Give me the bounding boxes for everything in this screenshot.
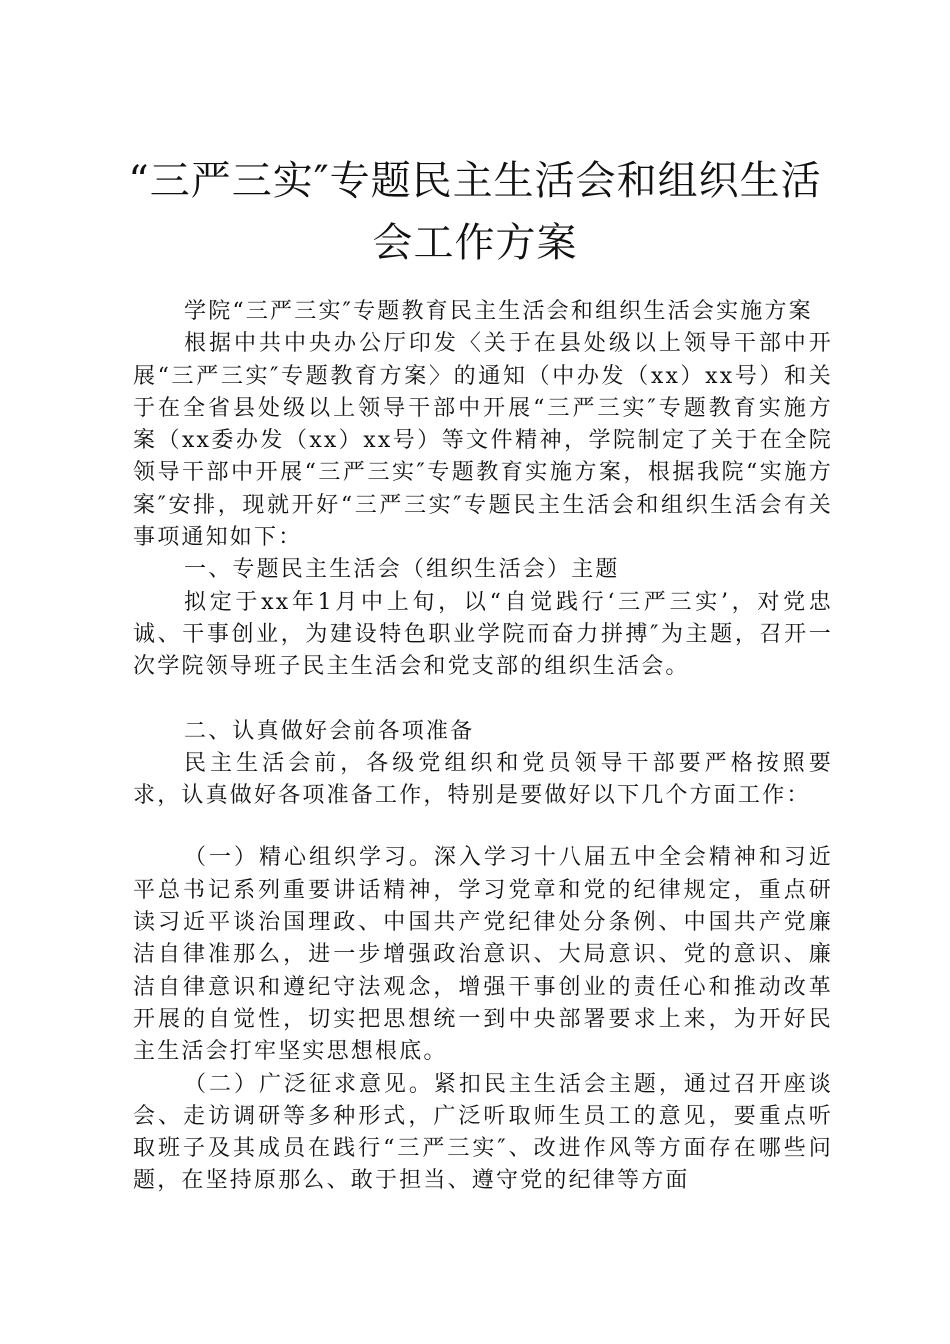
section-heading-1: 一、专题民主生活会（组织生活会）主题 [184,557,620,583]
document-title: “三严三实″专题民主生活会和组织生活会工作方案 [128,158,822,266]
paragraph-opinions: （二）广泛征求意见。紧扣民主生活会主题，通过召开座谈会、走访调研等多种形式，广泛听取师生员工的意见，要重点听取班子及其成员在践行“三严三实″、改进作风等方面存在哪些问题，在坚持原那么、敢于担当、遵守党的纪律等方面 [133,1071,833,1194]
paragraph-subtitle: 学院“三严三实″专题教育民主生活会和组织生活会实施方案 [184,299,813,324]
paragraph-preparation: 民主生活会前，各级党组织和党员领导干部要严格按照要求，认真做好各项准备工作，特别是要做好以下几个方面工作： [133,750,833,809]
paragraph-intro: 根据中共中央办公厅印发〈关于在县处级以上领导干部中开展“三严三实″专题教育方案〉的通知（中办发（xx）xx号）和关于在全省县处级以上领导干部中开展“三严三实″专题教育实施方案（xx委办发（xx）xx号）等文件精神，学院制定了关于在全院领导干部中开展“三严三实″专题教育实施方案，根据我院“实施方案″安排，现就开好“三严三实″专题民主生活会和组织生活会有关事项通知如下： [133,331,833,551]
section-heading-2: 二、认真做好会前各项准备 [184,718,475,744]
document-body [133,296,833,1198]
paragraph-study: （一）精心组织学习。深入学习十八届五中全会精神和习近平总书记系列重要讲话精神，学习党章和党的纪律规定，重点研读习近平谈治国理政、中国共产党纪律处分条例、中国共产党廉洁自律准那么，进一步增强政治意识、大局意识、党的意识、廉洁自律意识和遵纪守法观念，增强干事创业的责任心和推动改革开展的自觉性，切实把思想统一到中央部署要求上来，为开好民主生活会打牢坚实思想根底。 [133,845,833,1065]
paragraph-theme: 拟定于xx年1月中上旬，以“自觉践行‘三严三实’，对党忠诚、干事创业，为建设特色职业学院而奋力拼搏″为主题，召开一次学院领导班子民主生活会和党支部的组织生活会。 [133,589,833,680]
